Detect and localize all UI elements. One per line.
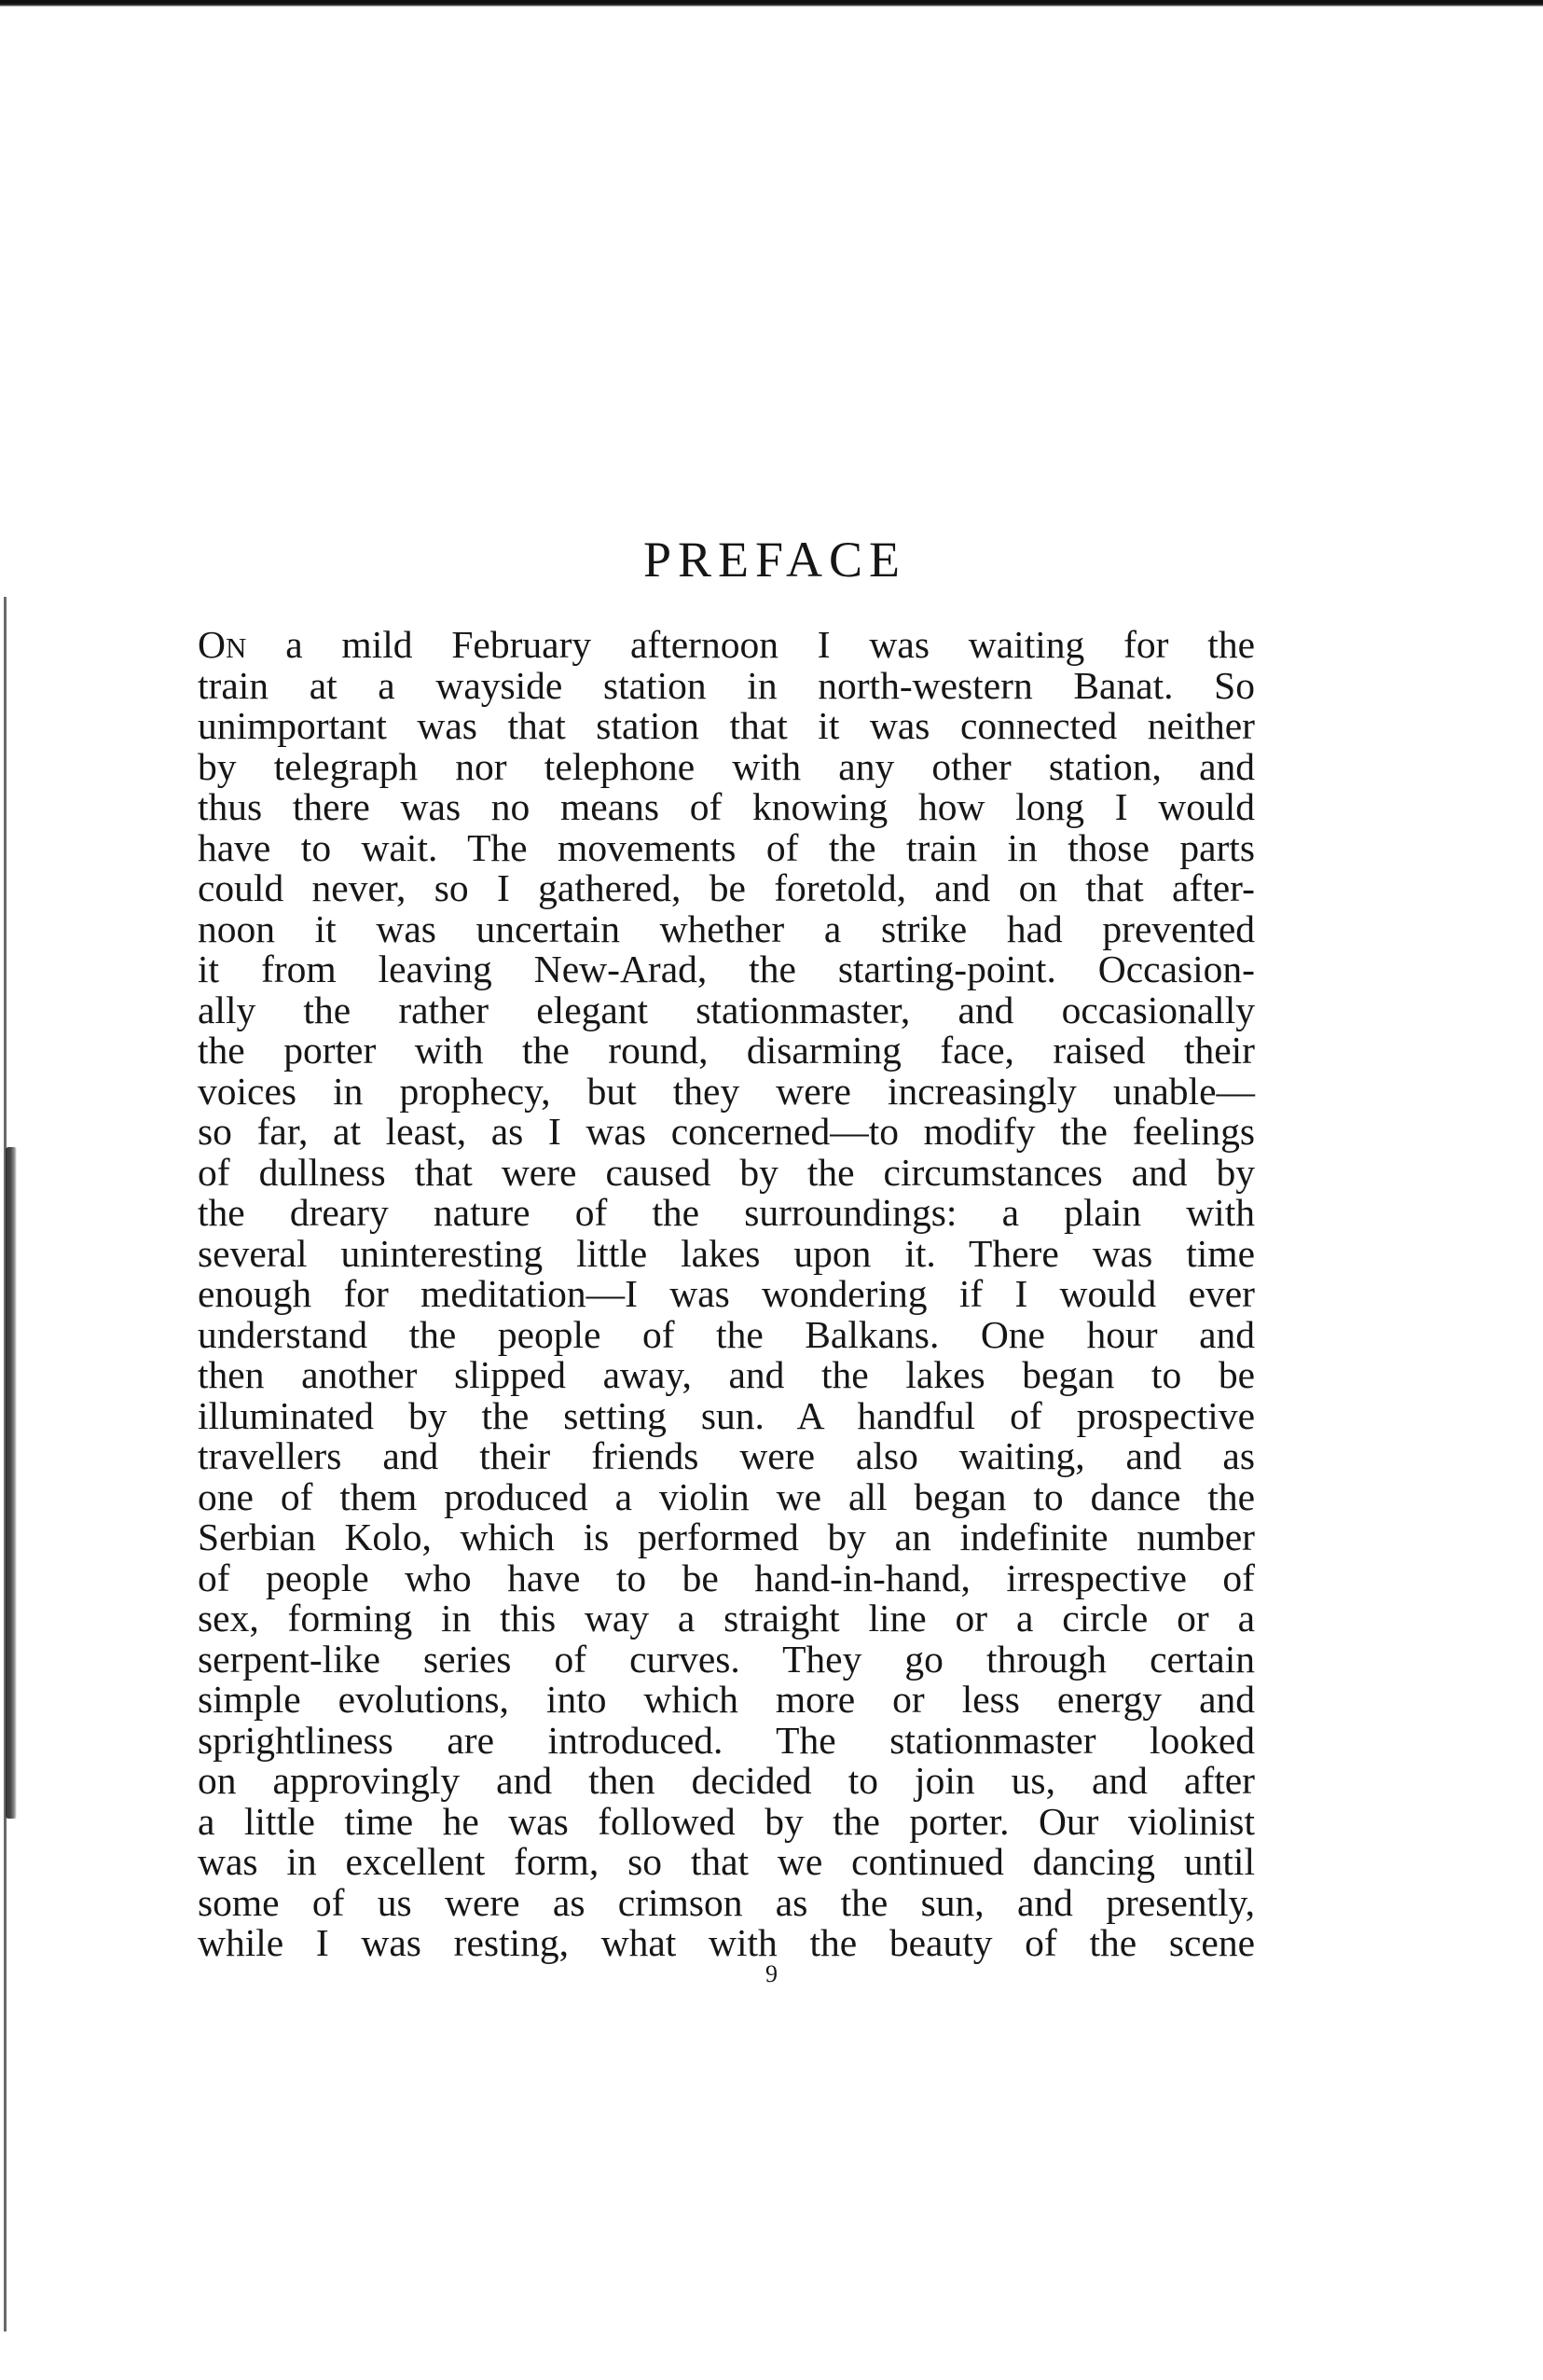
text-line: a little time he was followed by the porter. Our violinist — [198, 1799, 1255, 1843]
text-line: understand the people of the Balkans. One hour and — [198, 1312, 1255, 1356]
text-line: the porter with the round, disarming face, raised their — [198, 1029, 1255, 1072]
preface-body — [198, 625, 1255, 1964]
text-line: ON a mild February afternoon I was waiting for the — [198, 623, 1255, 666]
text-line: have to wait. The movements of the train in those parts — [198, 825, 1255, 869]
text-line: so far, at least, as I was concerned—to modify the feelings — [198, 1110, 1255, 1153]
page-top-edge — [0, 0, 1543, 7]
text-line: Serbian Kolo, which is performed by an indefinite number — [198, 1515, 1255, 1558]
text-line: enough for meditation—I was wondering if I would ever — [198, 1272, 1255, 1315]
text-line: unimportant was that station that it was connected neither — [198, 704, 1255, 747]
text-line: sex, forming in this way a straight line or a circle or a — [198, 1597, 1255, 1640]
text-line: of people who have to be hand-in-hand, irrespective of — [198, 1556, 1255, 1599]
text-line: by telegraph nor telephone with any other station, and — [198, 744, 1255, 788]
text-line: while I was resting, what with the beauty of the scene — [198, 1921, 1255, 1964]
page-title: PREFACE — [642, 532, 907, 588]
lead-word: ON — [198, 623, 247, 666]
text-line: several uninteresting little lakes upon it. There was time — [198, 1231, 1255, 1275]
text-line: train at a wayside station in north-western Banat. So — [198, 663, 1255, 707]
page-number: 9 — [765, 1960, 778, 1987]
text-line: travellers and their friends were also waiting, and as — [198, 1434, 1255, 1477]
text-line: of dullness that were caused by the circumstances and by — [198, 1150, 1255, 1194]
text-line: the dreary nature of the surroundings: a plain with — [198, 1191, 1255, 1234]
text-line: then another slipped away, and the lakes began to be — [198, 1353, 1255, 1396]
text-line: was in excellent form, so that we continued dancing until — [198, 1840, 1255, 1883]
text-line: one of them produced a violin we all began to dance the — [198, 1474, 1255, 1518]
text-line: thus there was no means of knowing how long I would — [198, 785, 1255, 828]
text-line: some of us were as crimson as the sun, and presently, — [198, 1880, 1255, 1924]
text-line: could never, so I gathered, be foretold, and on that after- — [198, 866, 1255, 909]
text-line: voices in prophecy, but they were increasingly unable— — [198, 1069, 1255, 1113]
text-line: simple evolutions, into which more or less energy and — [198, 1678, 1255, 1721]
binding-edge-shadow — [6, 1147, 17, 1819]
text-line: illuminated by the setting sun. A handful of prospective — [198, 1393, 1255, 1437]
text-line: serpent-like series of curves. They go through certain — [198, 1637, 1255, 1681]
text-line: ally the rather elegant stationmaster, and occasionally — [198, 988, 1255, 1031]
text-line: on approvingly and then decided to join us, and after — [198, 1759, 1255, 1802]
text-line: noon it was uncertain whether a strike had prevented — [198, 906, 1255, 950]
text-line: sprightliness are introduced. The stationmaster looked — [198, 1718, 1255, 1762]
text-line: it from leaving New-Arad, the starting-point. Occasion- — [198, 948, 1255, 990]
